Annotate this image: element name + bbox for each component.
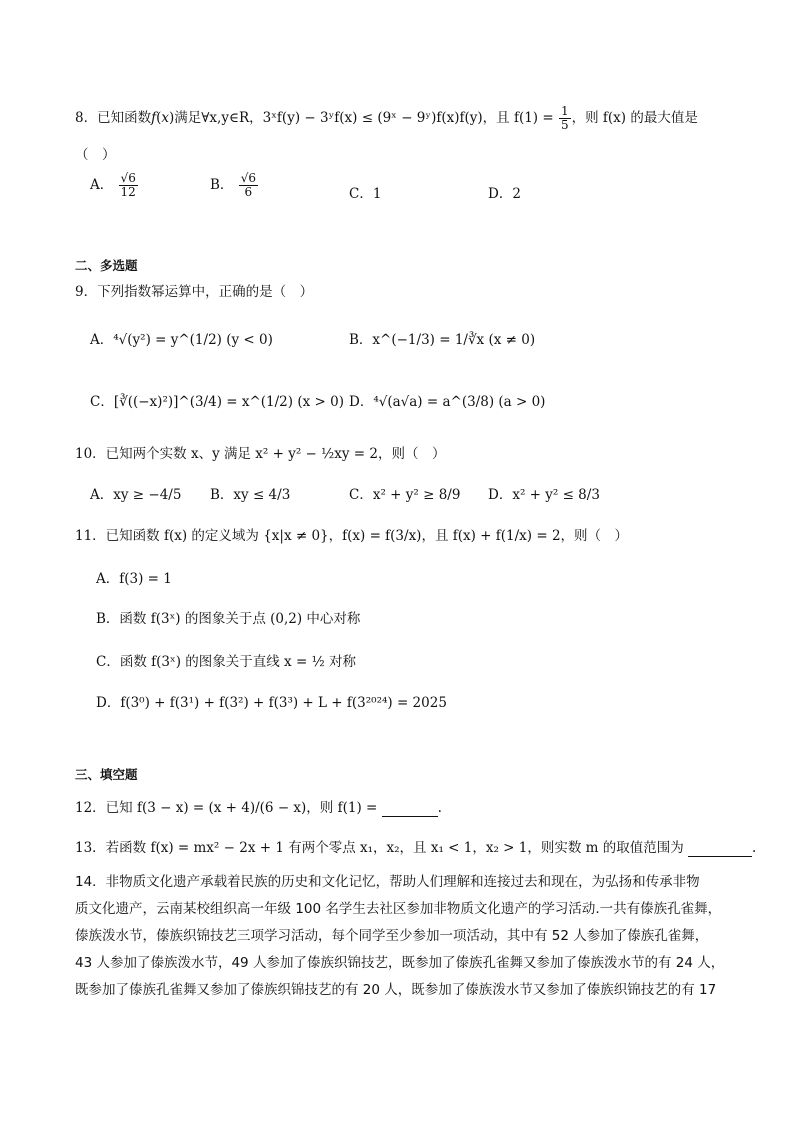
q10-stem: 10．已知两个实数 x、y 满足 x² + y² − ½xy = 2，则（ ） (75, 446, 446, 462)
q9-option-a[interactable]: A．⁴√(y²) = y^(1/2) (y < 0) (90, 332, 273, 348)
q10-option-b[interactable]: B．xy ≤ 4/3 (210, 487, 291, 503)
q9-option-d[interactable]: D．⁴√(a√a) = a^(3/8) (a > 0) (349, 394, 546, 410)
q11-option-a[interactable]: A．f(3) = 1 (96, 571, 172, 587)
q8-option-d[interactable]: D．2 (488, 186, 521, 202)
q13-answer-blank[interactable] (688, 840, 752, 857)
q11-option-c[interactable]: C．函数 f(3ˣ) 的图象关于直线 x = ½ 对称 (96, 654, 356, 670)
q8-number: 8．已知函数 (75, 110, 152, 126)
q11-option-b[interactable]: B．函数 f(3ˣ) 的图象关于点 (0,2) 中心对称 (96, 611, 361, 627)
q14-line: 质文化遗产，云南某校组织高一年级 100 名学生去社区参加非物质文化遗产的学习活动.一共有傣族孔雀舞， (75, 901, 722, 917)
q8-option-c[interactable]: C．1 (349, 186, 382, 202)
q14-line: 14．非物质文化遗产承载着民族的历史和文化记忆，帮助人们理解和连接过去和现在，为弘扬和传承非物 (75, 874, 700, 890)
q8-paren: （ ） (75, 147, 116, 163)
q11-option-d[interactable]: D．f(3⁰) + f(3¹) + f(3²) + f(3³) + L + f(3²⁰²⁴) = 2025 (96, 695, 447, 711)
q8-option-a[interactable]: A． $\frac{√6}{12}$ (90, 171, 136, 199)
q8-stem (75, 104, 698, 132)
q14-line: 既参加了傣族孔雀舞又参加了傣族织锦技艺的有 20 人，既参加了傣族泼水节又参加了傣族织锦技艺的有 17 (75, 982, 717, 998)
q14-line: 43 人参加了傣族泼水节，49 人参加了傣族织锦技艺，既参加了傣族孔雀舞又参加了傣族泼水节的有 24 人， (75, 955, 725, 971)
q8-ask: ，则 f(x) 的最大值是 (571, 110, 698, 126)
q10-option-d[interactable]: D．x² + y² ≤ 8/3 (488, 487, 600, 503)
q8-fx: f(x) (151, 110, 175, 126)
q14-paragraph (75, 869, 737, 1004)
q9-stem: 9．下列指数幂运算中，正确的是（ ） (75, 284, 314, 300)
q8-option-b[interactable]: B． $\frac{√6}{6}$ (210, 171, 256, 199)
q13-stem: 13．若函数 f(x) = mx² − 2x + 1 有两个零点 x₁，x₂，且 x₁ < 1，x₂ > 1，则实数 m 的取值范围为 . (75, 840, 757, 856)
q12-stem: 12．已知 f(3 − x) = (x + 4)/(6 − x)，则 f(1) = . (75, 800, 442, 816)
q8-condition: 满足∀x,y∈R，3ˣf(y) − 3ʸf(x) ≤ (9ˣ − 9ʸ)f(x)f(y)，且 f(1) = (174, 110, 554, 126)
q14-line: 傣族泼水节，傣族织锦技艺三项学习活动，每个同学至少参加一项活动，其中有 52 人参加了傣族孔雀舞， (75, 928, 709, 944)
section-multiple-choice-heading: 二、多选题 (75, 258, 138, 273)
q10-option-c[interactable]: C．x² + y² ≥ 8/9 (349, 487, 461, 503)
q8-one-fifth: $\frac{1}{5}$ (560, 104, 569, 132)
q10-option-a[interactable]: A．xy ≥ −4/5 (90, 487, 182, 503)
q11-stem: 11．已知函数 f(x) 的定义域为 {x|x ≠ 0}，f(x) = f(3/x)，且 f(x) + f(1/x) = 2，则（ ） (75, 528, 629, 544)
q9-option-b[interactable]: B．x^(−1/3) = 1/∛x (x ≠ 0) (349, 332, 536, 348)
section-fill-in-heading: 三、填空题 (75, 767, 138, 782)
q12-answer-blank[interactable] (382, 800, 438, 817)
q9-option-c[interactable]: C．[∛((−x)²)]^(3/4) = x^(1/2) (x > 0) (90, 394, 344, 410)
